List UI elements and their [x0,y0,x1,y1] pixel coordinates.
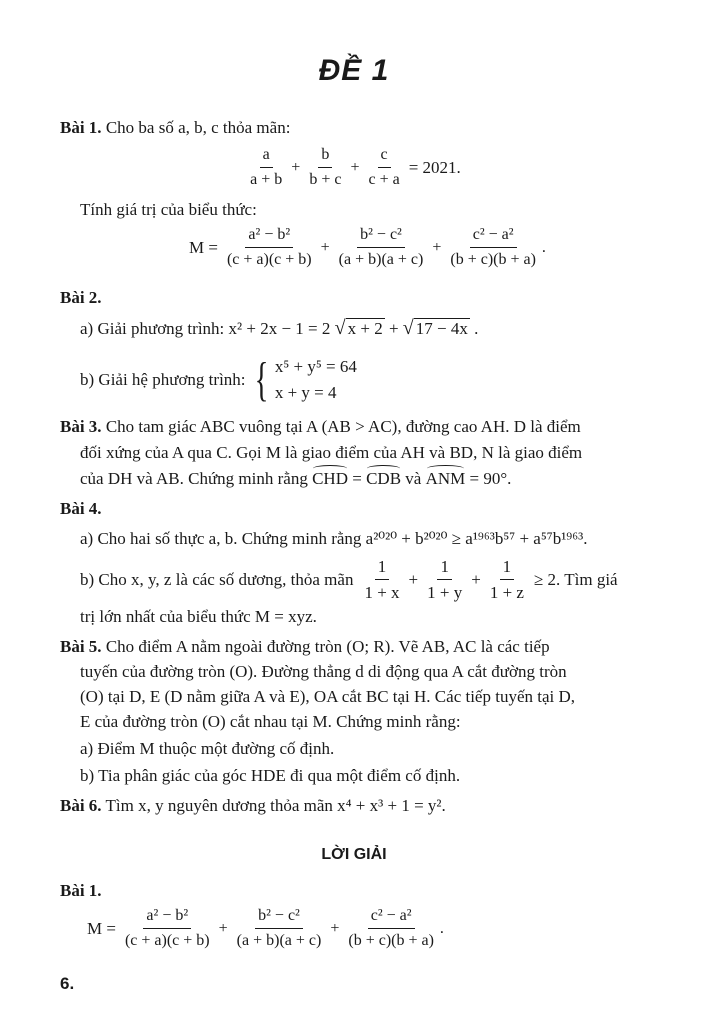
period: . [474,319,479,338]
fraction: $\frac{b}{b + c}$ [309,146,342,188]
bai5-line2: tuyến của đường tròn (O). Đường thẳng d di động qua A cắt đường tròn [80,662,567,681]
bai1-ask: Tính giá trị của biểu thức: [80,200,257,219]
bai4-a: a) Cho hai số thực a, b. Chứng minh rằng a²⁰²⁰ + b²⁰²⁰ ≥ a¹⁹⁶³b⁵⁷ + a⁵⁷b¹⁹⁶³. [80,529,588,548]
bai6-label: Bài 6. [60,796,102,815]
equation-system: { x⁵ + y⁵ = 64 x + y = 4 [254,352,357,406]
bai3-text-3: của DH và AB. Chứng minh rằng [80,469,308,488]
angle-cdb: CDB [366,469,402,488]
bai5-label: Bài 5. [60,637,102,656]
and: và [405,469,422,488]
fraction: $\frac{c}{c + a}$ [368,146,400,188]
period: . [439,919,444,937]
solution-expression: M = $\frac{\text{a² − b²}}{(c + a)(c + b)}$ + $\frac{\text{b² − c²}}{(a + b)(a + c)}$ + $\frac{\text{c² − a²}}{(b + c)(b + a)}$ . [87,907,444,949]
m-prefix: M = [189,237,218,257]
angle-chd: CHD [312,469,348,488]
period: . [541,238,546,256]
bai2-b [80,354,357,405]
fraction: $\frac{\text{a² − b²}}{(c + a)(c + b)}$ [124,907,210,949]
rhs: = 2021. [408,157,461,177]
bai1-intro [60,117,290,138]
bai6 [60,795,446,816]
bai5-text-1: Cho điểm A nằm ngoài đường tròn (O; R). Vẽ AB, AC là các tiếp [105,637,550,656]
system-eq-1: x⁵ + y⁵ = 64 [274,357,357,376]
fraction: $\frac{\text{a² − b²}}{(c + a)(c + b)}$ [226,226,312,268]
bai3-line1 [60,416,581,437]
bai1-condition: $\frac{a}{a + b}$ + $\frac{b}{b + c}$ + $\frac{c}{c + a}$ = 2021. [0,143,708,190]
bai2-b-text: b) Giải hệ phương trình: [80,369,246,389]
fraction: $\frac{\text{c² − a²}}{(b + c)(b + a)}$ [348,907,434,949]
system-eq-2: x + y = 4 [274,382,337,402]
fraction: $\frac{1}{1 + x}$ [364,557,400,603]
fraction: $\frac{a}{a + b}$ [250,146,283,188]
bai5-line1 [60,636,550,657]
bai5-line3: (O) tại D, E (D nằm giữa A và E), OA cắt BC tại H. Các tiếp tuyến tại D, [80,687,576,706]
equals: = [352,469,362,488]
fraction: $\frac{\text{b² − c²}}{(a + b)(a + c)}$ [338,226,424,268]
bai2-label: Bài 2. [60,288,102,307]
solution-title: LỜI GIẢI [321,846,387,863]
m-prefix: M = [87,918,116,938]
bai3-label: Bài 3. [60,417,102,436]
fraction: $\frac{\text{b² − c²}}{(a + b)(a + c)}$ [236,907,322,949]
bai3-tail: = 90°. [469,469,512,488]
bai4-label: Bài 4. [60,499,102,518]
bai2-a: a) Giải phương trình: x² + 2x − 1 = 2 √ x + 2 + √ 17 − 4x . [80,317,479,339]
bai3-line3 [80,468,511,489]
bai3-text-1: Cho tam giác ABC vuông tại A (AB > AC), đường cao AH. D là điểm [105,417,581,436]
bai1-label: Bài 1. [60,118,102,137]
solution-bai1-label: Bài 1. [60,881,102,900]
bai1-intro-text: Cho ba số a, b, c thỏa mãn: [105,118,291,137]
plus: + [388,319,399,338]
bai5-a: a) Điểm M thuộc một đường cố định. [80,739,335,758]
page-number: 6. [60,974,75,993]
bai1-expression: M = $\frac{\text{a² − b²}}{(c + a)(c + b)}$ + $\frac{\text{b² − c²}}{(a + b)(a + c)}$ + $\frac{\text{c² − a²}}{(b + c)(b + a)}$ . [189,226,546,268]
fraction: $\frac{\text{c² − a²}}{(b + c)(b + a)}$ [450,226,536,268]
page-title: ĐỀ 1 [318,54,390,87]
bai4-b-post: ≥ 2. Tìm giá [533,570,618,590]
bai2-a-text: a) Giải phương trình: x² + 2x − 1 = 2 [80,319,331,338]
fraction: $\frac{1}{1 + z}$ [489,557,524,603]
bai4-b-line2: trị lớn nhất của biểu thức M = xyz. [80,607,317,626]
bai5-b: b) Tia phân giác của góc HDE đi qua một điểm cố định. [80,766,461,785]
fraction: $\frac{1}{1 + y}$ [427,557,463,603]
sqrt-arg-2: 17 − 4x [415,319,468,338]
angle-anm: ANM [425,469,466,488]
bai6-text: Tìm x, y nguyên dương thỏa mãn x⁴ + x³ + 1 = y². [105,796,446,815]
bai5-line4: E của đường tròn (O) cắt nhau tại M. Chứng minh rằng: [80,712,461,731]
bai4-b: b) Cho x, y, z là các số dương, thỏa mãn $\frac{1}{1 + x}$ + $\frac{1}{1 + y}$ + $\frac{1}{1 + z}$ ≥ 2. Tìm giá [80,557,618,603]
bai3-line2: đối xứng của A qua C. Gọi M là giao điểm của AH và BD, N là giao điểm [80,443,583,462]
bai4-b-text: b) Cho x, y, z là các số dương, thỏa mãn [80,570,354,590]
sqrt-arg-1: x + 2 [347,319,383,338]
